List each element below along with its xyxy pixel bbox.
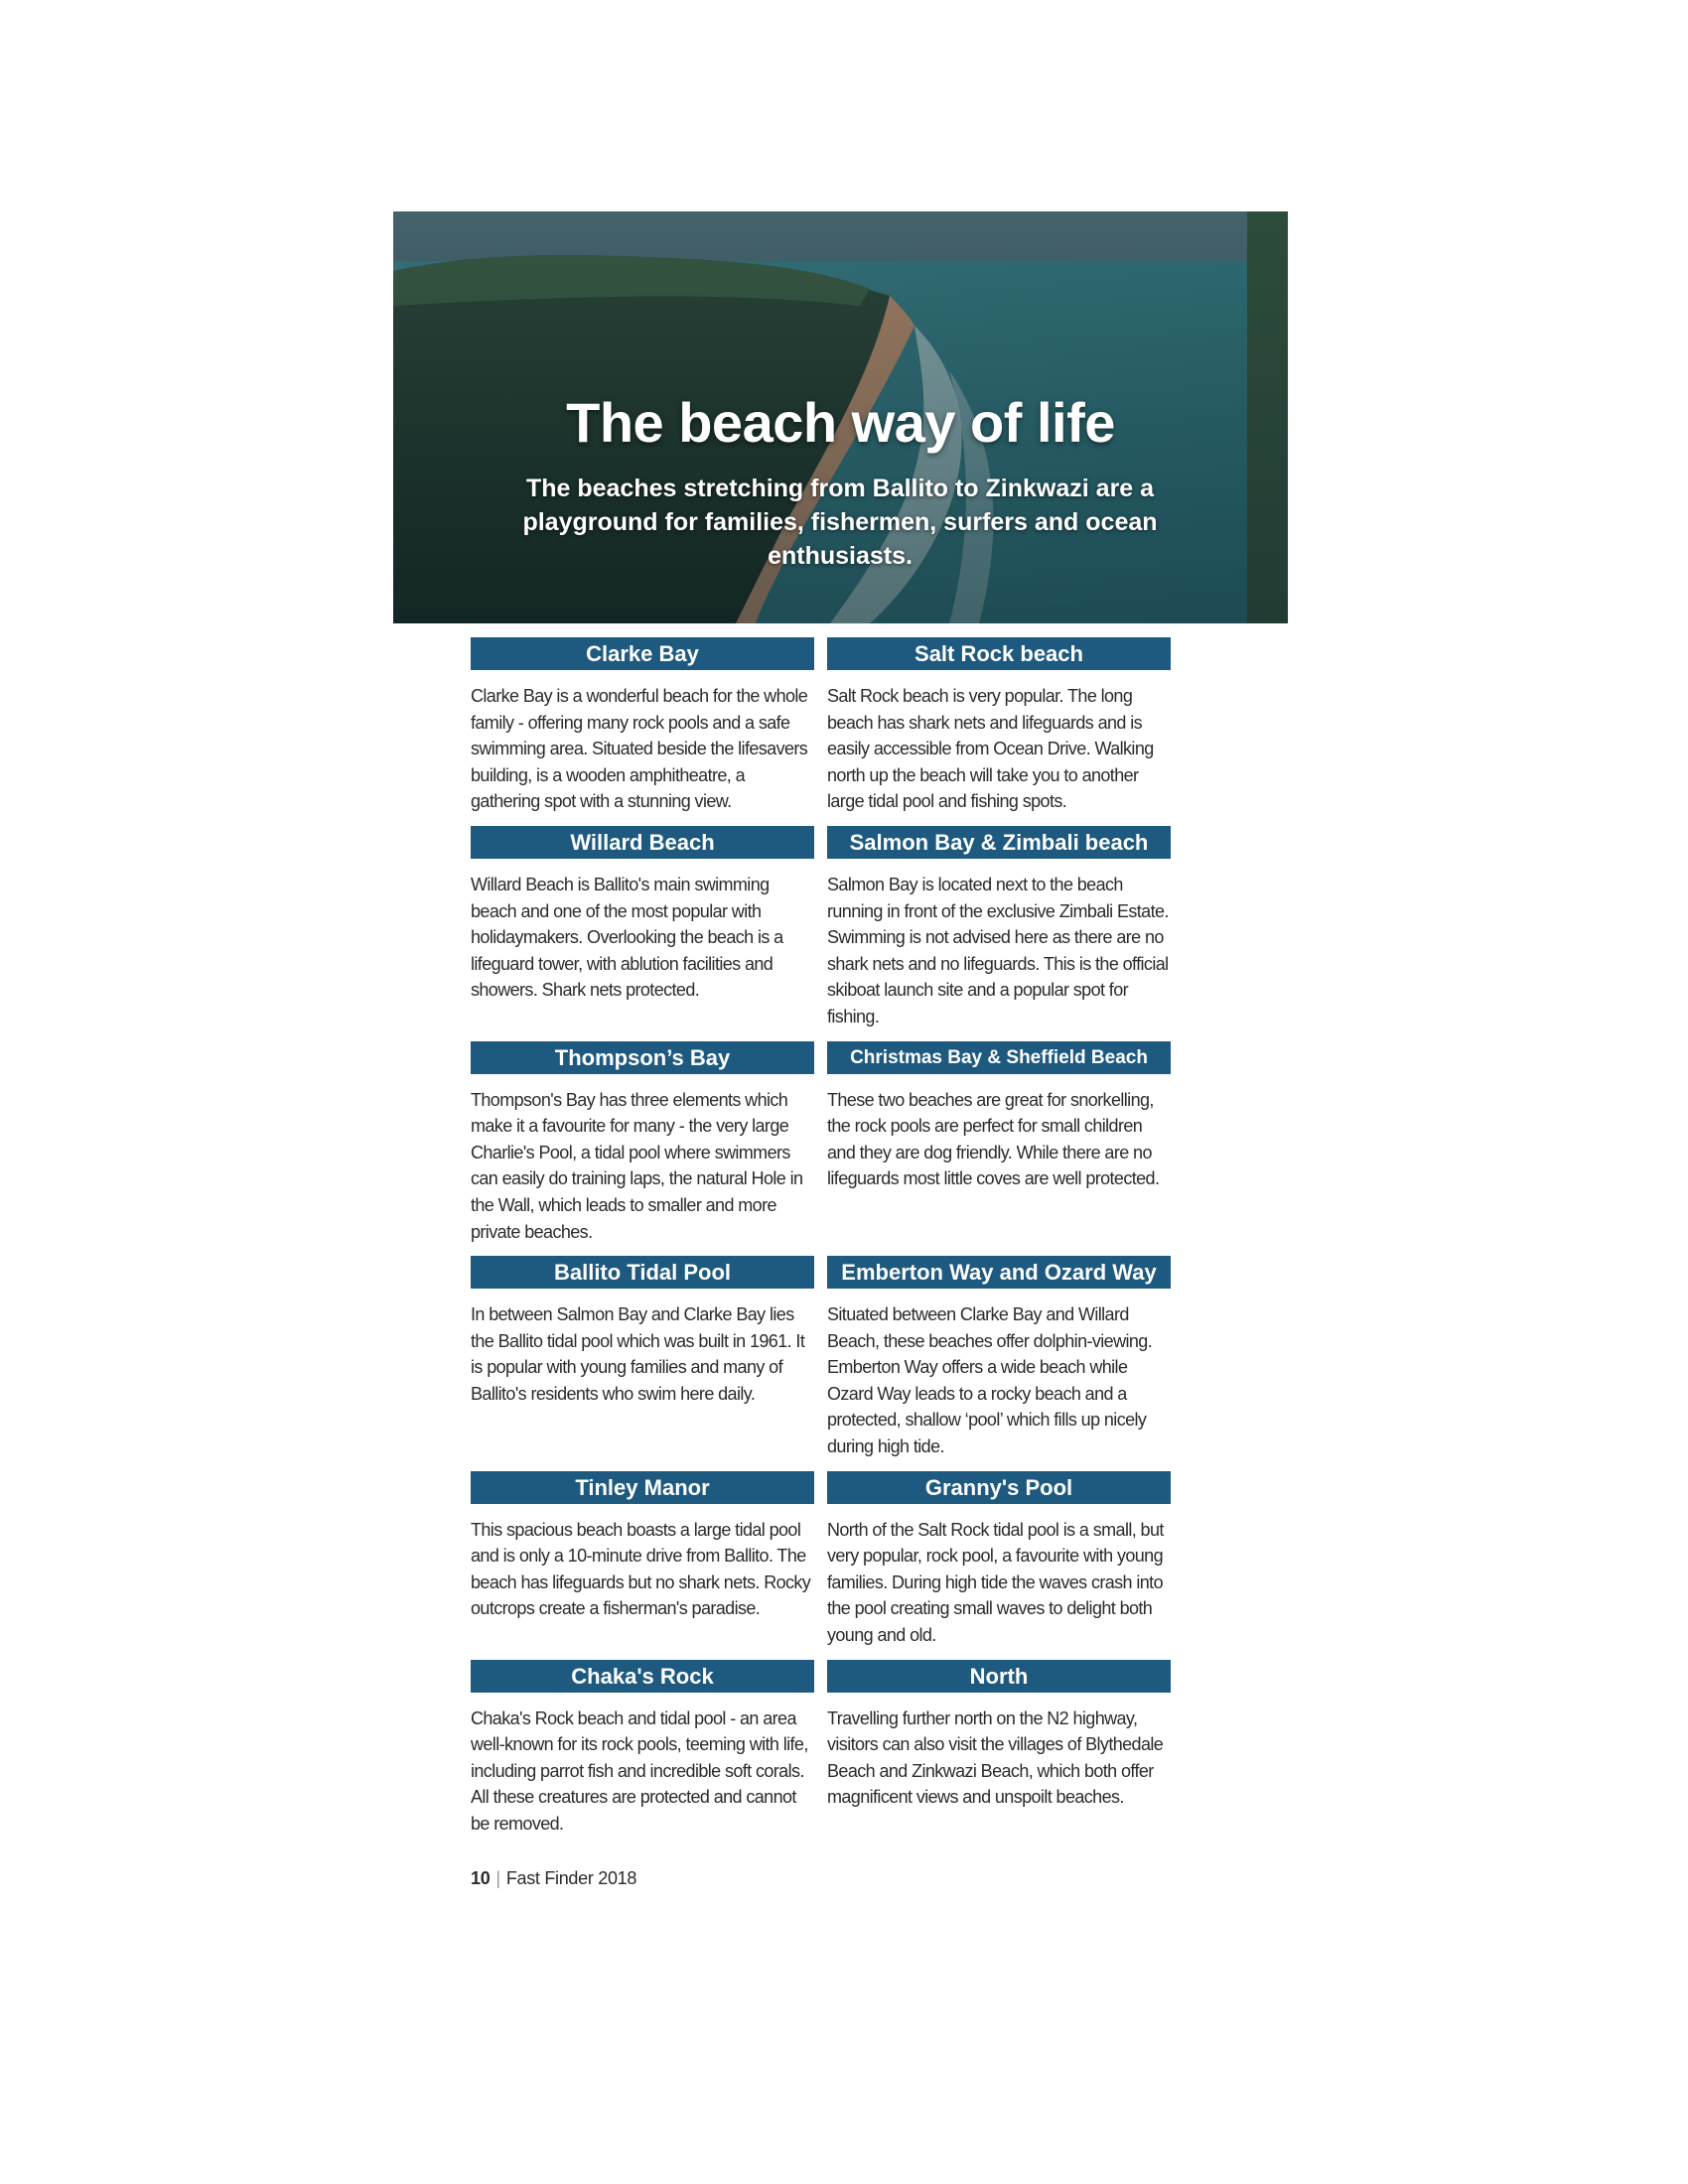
section-clarke-bay bbox=[471, 637, 814, 815]
section-heading: Ballito Tidal Pool bbox=[471, 1256, 814, 1289]
section-heading: Willard Beach bbox=[471, 826, 814, 859]
page-title: The beach way of life bbox=[566, 391, 1115, 454]
section-tinley-manor bbox=[471, 1471, 814, 1649]
section-chakas-rock bbox=[471, 1660, 814, 1838]
section-text: Salt Rock beach is very popular. The long beach has shark nets and lifeguards and is easily accessible from Ocean Drive. Walking north up the beach will take you to another large tidal pool and fishing spots. bbox=[827, 686, 1154, 812]
section-willard-beach bbox=[471, 826, 814, 1030]
section-salt-rock-beach bbox=[827, 637, 1171, 815]
section-heading: Christmas Bay & Sheffield Beach bbox=[827, 1041, 1171, 1074]
section-text: Situated between Clarke Bay and Willard Beach, these beaches offer dolphin-viewing. Emberton Way offers a wide beach while Ozard Way leads to a rocky beach and a protected, shallow ‘pool’ which fills up nicely during high tide. bbox=[827, 1304, 1153, 1457]
section-salmon-bay bbox=[827, 826, 1171, 1030]
footer-separator: | bbox=[495, 1868, 500, 1888]
section-text: Chaka's Rock beach and tidal pool - an area well-known for its rock pools, teeming with life, including parrot fish and incredible soft corals. All these creatures are protected and cannot be removed. bbox=[471, 1707, 808, 1834]
section-text: North of the Salt Rock tidal pool is a small, but very popular, rock pool, a favourite with young families. During high tide the waves crash into the pool creating small waves to delight both young and old. bbox=[827, 1519, 1164, 1646]
section-heading: Salmon Bay & Zimbali beach bbox=[827, 826, 1171, 859]
section-christmas-bay bbox=[827, 1041, 1171, 1246]
section-text: These two beaches are great for snorkelling, the rock pools are perfect for small children and they are dog friendly. While there are no lifeguards most little coves are well protected. bbox=[827, 1089, 1160, 1189]
section-text: This spacious beach boasts a large tidal pool and is only a 10-minute drive from Ballito. The beach has lifeguards but no shark nets. Rocky outcrops create a fisherman's paradise. bbox=[471, 1519, 811, 1619]
section-heading: Clarke Bay bbox=[471, 637, 814, 670]
section-heading: Salt Rock beach bbox=[827, 637, 1171, 670]
section-emberton-ozard-way bbox=[827, 1256, 1171, 1460]
section-grannys-pool bbox=[827, 1471, 1171, 1649]
section-heading: Tinley Manor bbox=[471, 1471, 814, 1504]
section-text: Thompson's Bay has three elements which make it a favourite for many - the very large Charlie's Pool, a tidal pool where swimmers can easily do training laps, the natural Hole in the Wall, which leads to smaller and more private beaches. bbox=[471, 1089, 803, 1242]
page-footer bbox=[471, 1868, 636, 1889]
section-text: Salmon Bay is located next to the beach running in front of the exclusive Zimbali Estate. Swimming is not advised here as there are no shark nets and no lifeguards. This is the official skiboat launch site and a popular spot for fishing. bbox=[827, 874, 1169, 1026]
page-subtitle: The beaches stretching from Ballito to Zinkwazi are a playground for families, fishermen, surfers and ocean enthusiasts. bbox=[522, 475, 1158, 570]
section-text: Willard Beach is Ballito's main swimming beach and one of the most popular with holidaymakers. Overlooking the beach is a lifeguard tower, with ablution facilities and showers. Shark nets protected. bbox=[471, 874, 783, 1001]
section-heading: Chaka's Rock bbox=[471, 1660, 814, 1693]
section-thompsons-bay bbox=[471, 1041, 814, 1246]
hero-banner bbox=[393, 211, 1288, 623]
section-north bbox=[827, 1660, 1171, 1838]
beach-sections bbox=[471, 637, 1171, 1838]
section-ballito-tidal-pool bbox=[471, 1256, 814, 1460]
publication-name: Fast Finder 2018 bbox=[505, 1868, 637, 1888]
section-text: Travelling further north on the N2 highway, visitors can also visit the villages of Blythedale Beach and Zinkwazi Beach, which both offer magnificent views and unspoilt beaches. bbox=[827, 1707, 1164, 1808]
section-text: In between Salmon Bay and Clarke Bay lies the Ballito tidal pool which was built in 1961. It is popular with young families and many of Ballito's residents who swim here daily. bbox=[471, 1304, 805, 1404]
section-heading: Granny's Pool bbox=[827, 1471, 1171, 1504]
page-number: 10 bbox=[471, 1868, 491, 1888]
section-text: Clarke Bay is a wonderful beach for the whole family - offering many rock pools and a safe swimming area. Situated beside the lifesavers building, is a wooden amphitheatre, a gathering spot with a stunning view. bbox=[471, 686, 808, 812]
section-heading: Emberton Way and Ozard Way bbox=[827, 1256, 1171, 1289]
section-heading: Thompson’s Bay bbox=[471, 1041, 814, 1074]
section-heading: North bbox=[827, 1660, 1171, 1693]
